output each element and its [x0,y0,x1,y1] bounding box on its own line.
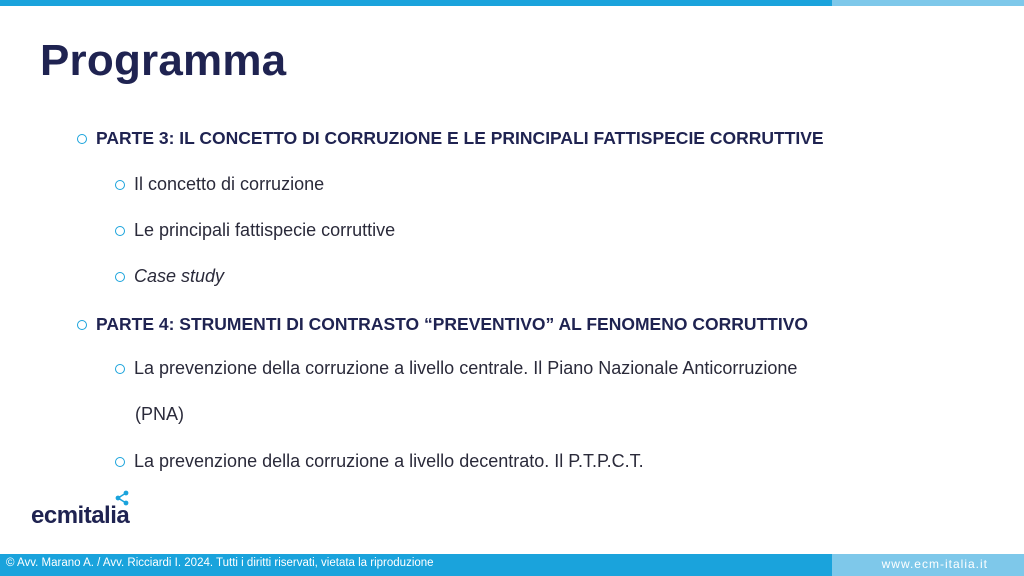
bullet-circle-icon [115,226,125,236]
bullet-text: La prevenzione della corruzione a livello centrale. Il Piano Nazionale Anticorruzione [134,358,798,378]
bullet-case-study [115,266,224,287]
website-link[interactable]: www.ecm-italia.it [881,557,988,571]
bullet-part-4 [77,314,808,335]
bullet-circle-icon [115,272,125,282]
copyright-text: © Avv. Marano A. / Avv. Ricciardi I. 2024. Tutti i diritti riservati, vietata la riproduzione [6,557,434,569]
bullet-part-3 [77,128,824,149]
logo-text: ecmitalia [31,502,130,529]
slide-title: Programma [40,36,287,85]
bullet-circle-icon [115,180,125,190]
bullet-continuation-pna: (PNA) [135,404,184,424]
bullet-circle-icon [77,134,87,144]
bullet-concetto [115,174,324,195]
bullet-fattispecie [115,220,395,241]
footer-right [832,554,1024,576]
footer-bar [0,554,1024,576]
bullet-text: Il concetto di corruzione [134,174,325,194]
bullet-circle-icon [115,457,125,467]
top-accent-bar [0,0,1024,6]
bullet-text: Le principali fattispecie corruttive [134,220,396,240]
bullet-text: PARTE 4: STRUMENTI DI CONTRASTO “PREVENTIVO” AL FENOMENO CORRUTTIVO [96,314,809,334]
top-accent-bar-tail [832,0,1024,6]
bullet-text: PARTE 3: IL CONCETTO DI CORRUZIONE E LE PRINCIPALI FATTISPECIE CORRUTTIVE [96,128,824,148]
bullet-prevenzione-centrale [115,358,797,379]
footer-left [0,554,832,576]
top-accent-bar-main [0,0,832,6]
bullet-circle-icon [77,320,87,330]
bullet-text: La prevenzione della corruzione a livello decentrato. Il P.T.P.C.T. [134,451,644,471]
bullet-prevenzione-decentrata [115,451,644,472]
bullet-circle-icon [115,364,125,374]
ecmitalia-logo [31,490,171,530]
bullet-text: Case study [134,266,225,286]
